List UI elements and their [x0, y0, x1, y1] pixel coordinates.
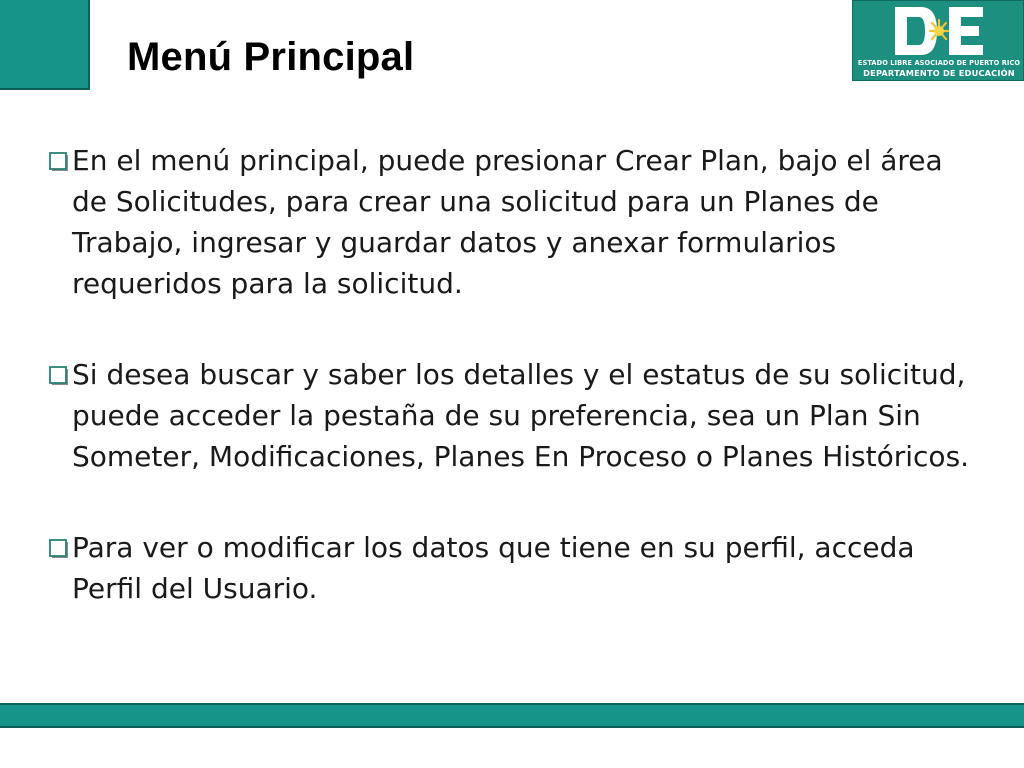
checkbox-square-icon	[48, 364, 72, 388]
checkbox-square-icon	[48, 150, 72, 174]
list-item	[48, 354, 978, 477]
logo-caption-department: DEPARTAMENTO DE EDUCACIÓN	[863, 68, 1015, 78]
footer-accent-bar	[0, 703, 1024, 728]
checkbox-square-icon	[48, 537, 72, 561]
list-item	[48, 140, 978, 304]
logo-caption-government: ESTADO LIBRE ASOCIADO DE PUERTO RICO	[857, 59, 1021, 67]
slide-title: Menú Principal	[127, 35, 415, 79]
de-logo-mark-icon	[891, 3, 987, 59]
bullet-text: Para ver o modificar los datos que tiene en su perfil, acceda Perfil del Usuario.	[72, 531, 915, 605]
list-item	[48, 527, 978, 609]
bullet-text: Si desea buscar y saber los detalles y el estatus de su solicitud, puede acceder la pestaña de su preferencia, sea un Plan Sin Someter, Modificaciones, Planes En Proceso o Planes Históricos.	[72, 358, 970, 473]
bullet-list	[48, 140, 978, 659]
bullet-text: En el menú principal, puede presionar Crear Plan, bajo el área de Solicitudes, para crear una solicitud para un Planes de Trabajo, ingresar y guardar datos y anexar formularios requeridos para la solicitud.	[72, 144, 943, 300]
education-department-logo	[852, 0, 1024, 81]
corner-accent-square	[0, 0, 90, 90]
